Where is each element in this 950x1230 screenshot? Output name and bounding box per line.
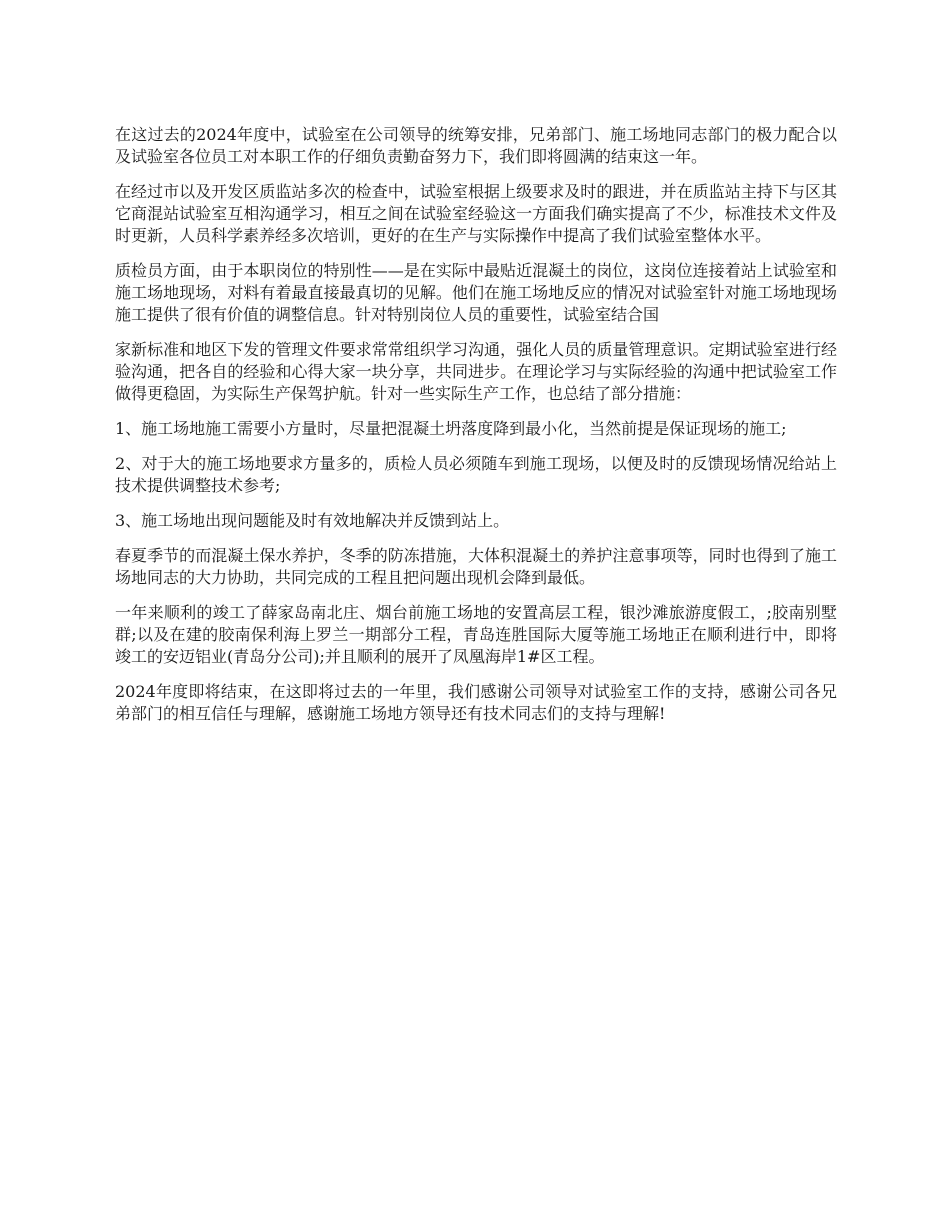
paragraph-measure-1: 1、施工场地施工需要小方量时，尽量把混凝土坍落度降到最小化，当然前提是保证现场的施工; [115, 419, 787, 438]
paragraph-measure-2: 2、对于大的施工场地要求方量多的，质检人员必须随车到施工现场，以便及时的反馈现场情况给站上技术提供调整技术参考; [115, 454, 837, 495]
paragraph-training: 家新标准和地区下发的管理文件要求常常组织学习沟通，强化人员的质量管理意识。定期试验室进行经验沟通，把各自的经验和心得大家一块分享，共同进步。在理论学习与实际经验的沟通中把试验室工作做得更稳固，为实际生产保驾护航。针对一些实际生产工作，也总结了部分措施： [115, 340, 837, 403]
paragraph-inspection: 在经过市以及开发区质监站多次的检查中，试验室根据上级要求及时的跟进，并在质监站主持下与区其它商混站试验室互相沟通学习，相互之间在试验室经验这一方面我们确实提高了不少，标准技术文件及时更新，人员科学素养经多次培训，更好的在生产与实际操作中提高了我们试验室整体水平。 [115, 182, 837, 245]
paragraph-quality-inspector: 质检员方面，由于本职岗位的特别性——是在实际中最贴近混凝土的岗位，这岗位连接着站上试验室和施工场地现场，对料有着最直接最真切的见解。他们在施工场地反应的情况对试验室针对施工场地现场施工提供了很有价值的调整信息。针对特别岗位人员的重要性，试验室结合国 [115, 261, 837, 324]
paragraph-projects: 一年来顺利的竣工了薛家岛南北庄、烟台前施工场地的安置高层工程，银沙滩旅游度假工，;胶南别墅群;以及在建的胶南保利海上罗兰一期部分工程，青岛连胜国际大厦等施工场地正在顺利进行中，即将竣工的安迈铝业(青岛分公司);并且顺利的展开了凤凰海岸1#区工程。 [115, 603, 837, 666]
document-body [115, 124, 837, 738]
paragraph-intro: 在这过去的2024年度中，试验室在公司领导的统筹安排，兄弟部门、施工场地同志部门的极力配合以及试验室各位员工对本职工作的仔细负责勤奋努力下，我们即将圆满的结束这一年。 [115, 125, 837, 166]
paragraph-seasonal-care: 春夏季节的而混凝土保水养护，冬季的防冻措施，大体积混凝土的养护注意事项等，同时也得到了施工场地同志的大力协助，共同完成的工程且把问题出现机会降到最低。 [115, 546, 837, 587]
paragraph-measure-3: 3、施工场地出现问题能及时有效地解决并反馈到站上。 [115, 511, 510, 530]
paragraph-thanks: 2024年度即将结束，在这即将过去的一年里，我们感谢公司领导对试验室工作的支持，感谢公司各兄弟部门的相互信任与理解，感谢施工场地方领导还有技术同志们的支持与理解! [115, 682, 837, 723]
